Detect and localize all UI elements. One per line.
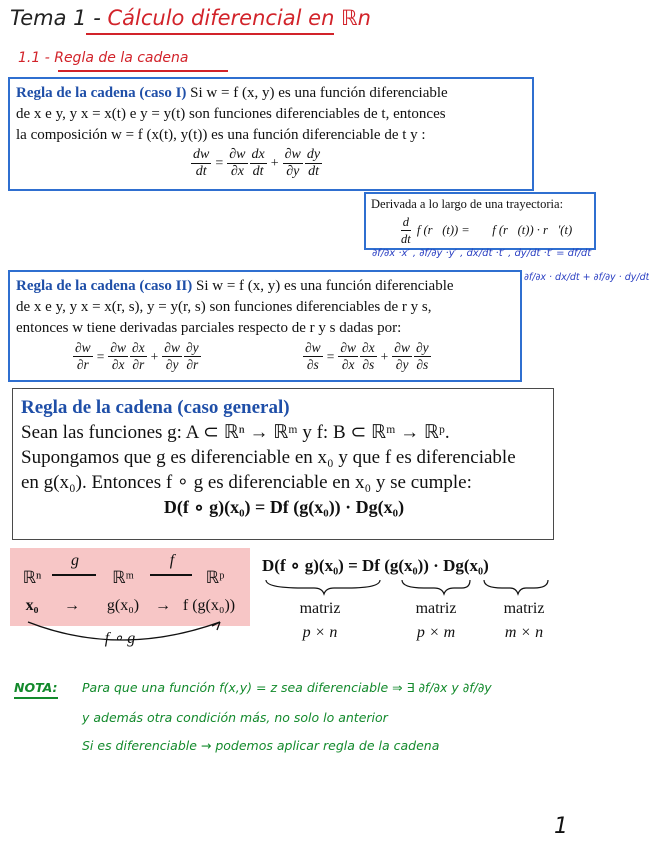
case1-formula: $\frac{dw}{dt}$ = $\frac{\partial w}{\partial x}$ $\frac{dx}{dt}$ + $\frac{\partial w}{\partial y}$ $\frac{dy}{dt}$ — [193, 147, 321, 179]
case1-line1: Si w = f (x, y) es una función diferenciable — [186, 85, 448, 101]
case1-box — [8, 77, 534, 191]
diagram-Rm: ℝᵐ — [112, 568, 134, 587]
case1-line3: la composición w = f (x(t), y(t)) es una función diferenciable de t y : — [16, 127, 426, 143]
general-heading: Regla de la cadena (caso general) — [21, 397, 290, 418]
general-box — [12, 388, 554, 540]
note-line1: Para que una función f(x,y) = z sea diferenciable ⇒ ∃ ∂f/∂x y ∂f/∂y — [82, 680, 492, 695]
title-underline — [86, 33, 334, 35]
trajectory-label: Derivada a lo largo de una trayectoria: — [371, 197, 564, 211]
diagram-arrow-3: → — [155, 597, 171, 614]
note-label: NOTA: — [14, 680, 58, 695]
matrix-label-3: matriz — [503, 600, 545, 617]
title-prefix: Tema 1 - — [10, 6, 101, 30]
case2-line1: Si w = f (x, y) es una función diferenciable — [192, 278, 454, 294]
general-line2: Supongamos que g es diferenciable en x₀ y que f es diferenciable — [21, 447, 516, 468]
general-line3: en g(x₀). Entonces f ∘ g es diferenciable en x₀ y se cumple: — [21, 472, 472, 493]
section-subtitle: 1.1 - Regla de la cadena — [18, 50, 189, 66]
matrix-braces — [262, 578, 562, 596]
matrix-formula: D(f ∘ g)(x₀) = Df (g(x₀)) · Dg(x₀) — [262, 556, 489, 575]
case2-line2: de x e y, y x = x(r, s), y = y(r, s) son funciones diferenciables de r y s, — [16, 299, 432, 315]
matrix-label-1: matriz — [299, 600, 341, 617]
case2-box — [8, 270, 522, 382]
diagram-arrow-2: → — [64, 597, 80, 614]
note-line2: y además otra condición más, no solo lo anterior — [82, 710, 388, 725]
case2-heading: Regla de la cadena (caso II) — [16, 278, 193, 294]
case1-heading: Regla de la cadena (caso I) — [16, 85, 187, 101]
diagram-arrow-f — [150, 574, 192, 576]
diagram-f-label: f — [169, 552, 175, 569]
general-formula: D(f ∘ g)(x₀) = Df (g(x₀)) · Dg(x₀) — [163, 497, 405, 517]
note-line3: Si es diferenciable → podemos aplicar regla de la cadena — [82, 738, 440, 753]
matrix-dim-2: p × m — [416, 624, 456, 641]
matrix-dim-3: m × n — [504, 624, 544, 641]
diagram-arrow-g — [52, 574, 96, 576]
diagram-gx0: g(x₀) — [106, 597, 140, 614]
diagram-compose-label: f ∘ g — [104, 630, 136, 647]
hand-note-blue-2: ∂f/∂x · dx/dt + ∂f/∂y · dy/dt — [524, 272, 649, 283]
matrix-dim-1: p × n — [302, 624, 338, 641]
page-title — [10, 6, 371, 30]
diagram-Rn: ℝⁿ — [22, 568, 42, 587]
diagram-g-label: g — [71, 552, 79, 569]
title-main: Cálculo diferencial en ℝn — [107, 6, 371, 30]
matrix-label-2: matriz — [415, 600, 457, 617]
hand-note-blue-1: ∂f/∂x ·x′ , ∂f/∂y ·y′ , dx/dt ·t′ , dy/dt ·t′ = df/dt — [372, 248, 592, 259]
page-number: 1 — [554, 814, 568, 839]
diagram-fgx0: f (g(x₀)) — [182, 597, 236, 614]
case2-formula-s: $\frac{\partial w}{\partial s}$ = $\frac{\partial w}{\partial x}$ $\frac{\partial x}{\partial s}$ + $\frac{\partial w}{\partial y}$ $\frac{\partial y}{\partial s}$ — [305, 340, 429, 372]
trajectory-box — [364, 192, 596, 250]
general-line1: Sean las funciones g: A ⊂ ℝⁿ → ℝᵐ y f: B ⊂ ℝᵐ → ℝᵖ. — [21, 422, 450, 443]
case2-formula-r: $\frac{\partial w}{\partial r}$ = $\frac{\partial w}{\partial x}$ $\frac{\partial x}{\partial r}$ + $\frac{\partial w}{\partial y}$ $\frac{\partial y}{\partial r}$ — [75, 340, 199, 372]
case1-line2: de x e y, y x = x(t) e y = y(t) son funciones diferenciables de t, entonces — [16, 106, 446, 122]
subtitle-underline — [58, 70, 228, 72]
trajectory-formula: $\frac{d}{dt}$ f (r⃗(t)) = ∇⃗f (r⃗(t)) · r⃗′(t) — [401, 215, 573, 246]
diagram-x0: x₀ — [25, 597, 39, 614]
diagram-Rp: ℝᵖ — [205, 568, 225, 587]
case2-line3: entonces w tiene derivadas parciales respecto de r y s dadas por: — [16, 320, 402, 336]
note-label-underline — [14, 697, 58, 699]
